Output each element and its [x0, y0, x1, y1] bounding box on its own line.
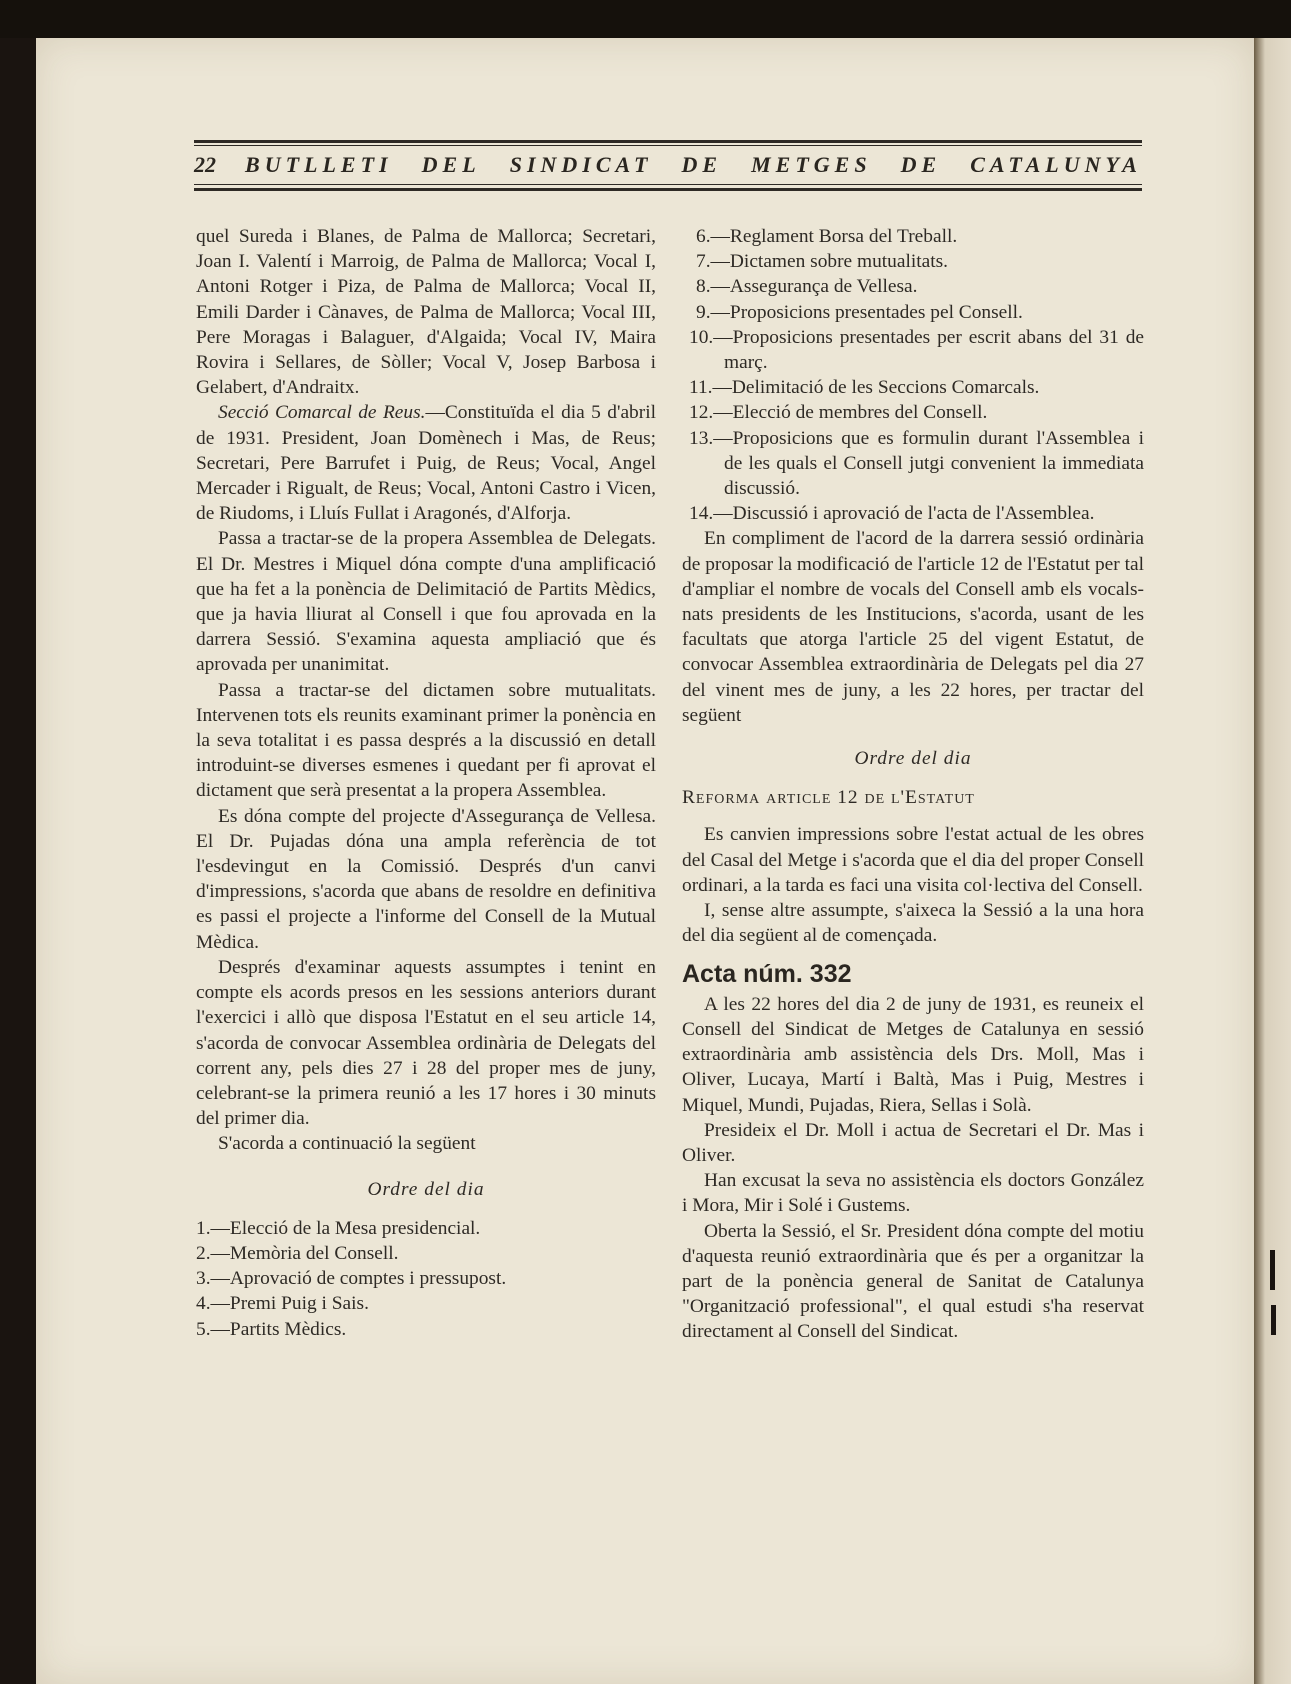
header-word: DE — [681, 152, 723, 177]
list-item: 2.—Memòria del Consell. — [196, 1242, 399, 1264]
section-title: Secció Comarcal de Reus. — [218, 402, 426, 424]
header-word: METGES — [751, 152, 872, 177]
paragraph-text: —Constituïda el dia 5 d'abril de 1931. President, Joan Domènech i Mas, de Reus; Secretari, Pere Barrufet i Puig, de Reus; Vocal, Angel Mercader i Rigualt, de Reus; Vocal, Antoni Castro i Vicen, de Riudoms, i Lluís Fullat i Aragonés, d'Alforja. — [196, 402, 656, 525]
paragraph: I, sense altre assumpte, s'aixeca la Sessió a la una hora del dia següent al de començada. — [682, 900, 1144, 947]
header-rule-top — [194, 140, 1142, 143]
left-column — [196, 224, 656, 1342]
section-heading: Acta núm. 332 — [682, 960, 852, 989]
header-word: BUTLLETI — [245, 152, 393, 177]
scan-border-top — [0, 0, 1291, 38]
paragraph: Es dóna compte del projecte d'Assegurança de Vellesa. El Dr. Pujadas dóna una ampla referència de tot l'esdevingut en la Comissió. Després d'un canvi d'impressions, s'acorda que abans de resoldre en definitiva es passi el projecte a l'informe del Consell de la Mutual Mèdica. — [196, 805, 656, 953]
paragraph: Passa a tractar-se del dictamen sobre mutualitats. Intervenen tots els reunits examinant primer la ponència en la seva totalitat i es passa després a la discussió en detall introduint-se diverses esmenes i quedant per fi aprovat el dictament que serà presentat a la propera Assemblea. — [196, 679, 656, 802]
list-item: 8.—Assegurança de Vellesa. — [696, 276, 918, 298]
list-item: 6.—Reglament Borsa del Treball. — [696, 226, 958, 247]
list-item: 9.—Proposicions presentades pel Consell. — [696, 301, 1023, 323]
paragraph: Presideix el Dr. Moll i actua de Secretari el Dr. Mas i Oliver. — [682, 1119, 1144, 1166]
header-word: DE — [900, 152, 942, 177]
paragraph: Després d'examinar aquests assumptes i tenint en compte els acords presos en les sessions anteriors durant l'exercici i allò que disposa l'Estatut en el seu article 14, s'acorda de convocar Assemblea ordinària de Delegats del corrent any, pels dies 27 i 28 del proper mes de juny, celebrant-se la primera reunió a les 17 hores i 30 minuts del primer dia. — [196, 956, 656, 1130]
header-rule-bottom — [194, 188, 1142, 191]
list-item: 13.—Proposicions que es formulin durant l'Assemblea i de les quals el Consell jutgi convenient la immediata discussió. — [689, 427, 1144, 500]
paragraph: Passa a tractar-se de la propera Assemblea de Delegats. El Dr. Mestres i Miquel dóna compte d'una amplificació que ha fet a la ponència de Delimitació de Partits Mèdics, que ja havia lliurat al Consell i que fou aprovada en la darrera Sessió. S'examina aquesta ampliació que és aprovada per unanimitat. — [196, 528, 656, 676]
list-item: 7.—Dictamen sobre mutualitats. — [696, 251, 949, 273]
binding-mark — [1271, 1305, 1276, 1335]
list-item: 5.—Partits Mèdics. — [196, 1318, 347, 1340]
running-header — [194, 150, 1142, 180]
list-item: 3.—Aprovació de comptes i pressupost. — [196, 1268, 507, 1290]
paragraph: A les 22 hores del dia 2 de juny de 1931, es reuneix el Consell del Sindicat de Metges de Catalunya en sessió extraordinària amb assistència dels Drs. Moll, Mas i Oliver, Lucaya, Martí i Baltà, Mas i Puig, Mestres i Miquel, Mundi, Pujadas, Riera, Sellas i Solà. — [682, 993, 1144, 1116]
order-item-reform: Reforma article 12 de l'Estatut — [682, 787, 975, 809]
page-number: 22 — [194, 152, 216, 177]
header-word: SINDICAT — [509, 152, 653, 177]
list-item: 12.—Elecció de membres del Consell. — [689, 402, 988, 424]
order-title: Ordre del dia — [854, 748, 972, 770]
paragraph: Oberta la Sessió, el Sr. President dóna compte del motiu d'aquesta reunió extraordinària que és per a organitzar la part de la ponència general de Sanitat de Catalunya "Organització professional", el qual estudi s'ha reservat directament al Consell del Sindicat. — [682, 1220, 1144, 1343]
adjacent-page-edge — [1254, 38, 1291, 1684]
paragraph: Han excusat la seva no assistència els doctors González i Mora, Mir i Solé i Gustems. — [682, 1170, 1144, 1217]
paragraph: En compliment de l'acord de la darrera sessió ordinària de proposar la modificació de l'article 12 de l'Estatut per tal d'ampliar el nombre de vocals del Consell amb els vocals-nats presidents de les Institucions, s'acorda, usant de les facultats que atorga l'article 25 del vigent Estatut, de convocar Assemblea extraordinària de Delegats pel dia 27 del vinent mes de juny, a les 22 hores, per tractar del següent — [682, 528, 1144, 726]
list-item: 11.—Delimitació de les Seccions Comarcals. — [689, 377, 1040, 399]
right-column — [682, 224, 1144, 1345]
list-item: 14.—Discussió i aprovació de l'acta de l'Assemblea. — [689, 503, 1095, 525]
paragraph: Es canvien impressions sobre l'estat actual de les obres del Casal del Metge i s'acorda que el dia del proper Consell ordinari, a la tarda es faci una visita col·lectiva del Consell. — [682, 824, 1144, 896]
order-title: Ordre del dia — [367, 1178, 485, 1200]
paragraph — [196, 400, 656, 526]
header-rule-bottom-thin — [194, 184, 1142, 185]
paragraph: S'acorda a continuació la següent — [218, 1133, 476, 1155]
binding-mark — [1270, 1250, 1275, 1290]
paragraph: quel Sureda i Blanes, de Palma de Mallorca; Secretari, Joan I. Valentí i Marroig, de Palma de Mallorca; Vocal I, Antoni Rotger i Piza, de Palma de Mallorca; Vocal II, Emili Darder i Cànaves, de Palma de Mallorca; Vocal III, Pere Moragas i Balaguer, d'Algaida; Vocal IV, Maira Rovira i Sellares, de Sòller; Vocal V, Josep Barbosa i Gelabert, d'Andraitx. — [196, 226, 656, 399]
list-item: 1.—Elecció de la Mesa presidencial. — [196, 1217, 481, 1239]
header-word: DEL — [421, 152, 481, 177]
header-word: CATALUNYA — [970, 152, 1142, 177]
header-rule-top-thin — [194, 145, 1142, 146]
list-item: 4.—Premi Puig i Sais. — [196, 1293, 369, 1315]
list-item: 10.—Proposicions presentades per escrit abans del 31 de març. — [689, 326, 1144, 374]
